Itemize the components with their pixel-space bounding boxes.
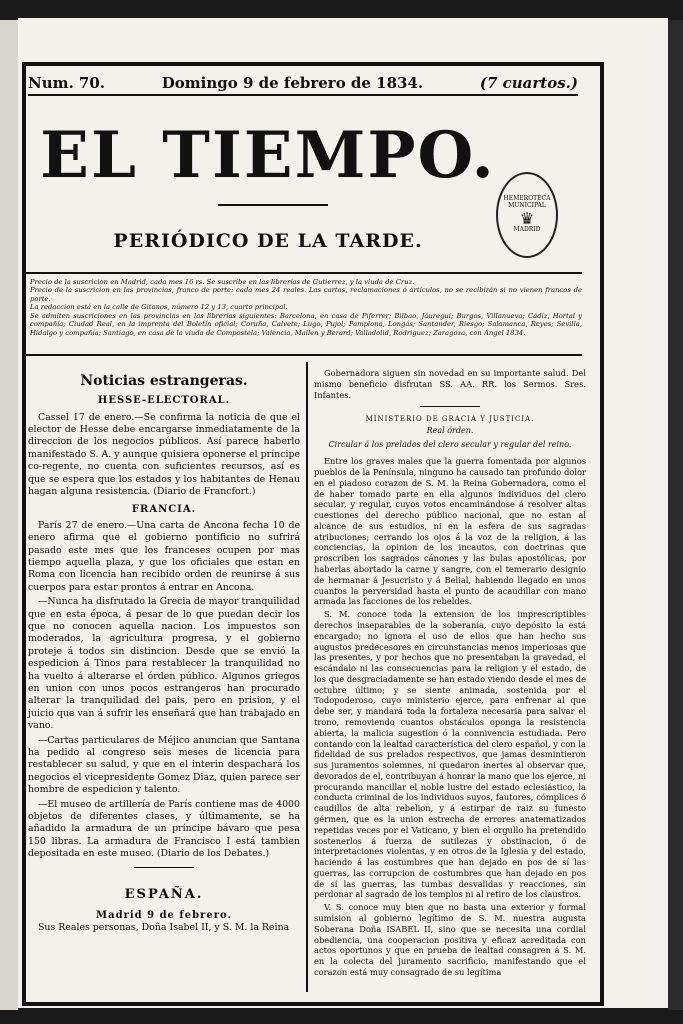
article-paragraph: Sus Reales personas, Doña Isabel II, y S. M. la Reina <box>38 922 290 933</box>
article-paragraph: Cassel 17 de enero.—Se confirma la noticia de que el elector de Hesse debe encargarse inmediatamente de la direccion de los negocios públicos. Así parece haberlo manifestado S. A. y aunque quisiera oponerse el príncipe co-regente, no cuenta con suficientes recursos, así es que se espera que los estados y los habitantes de Henau hagan alguna resistencia. (Diario de Francfort.) <box>28 411 300 498</box>
scan-edge-left <box>0 20 18 1010</box>
ministry-heading: MINISTERIO DE GRACIA Y JUSTICIA. <box>365 415 535 424</box>
column-divider <box>306 362 308 992</box>
hesse-heading: HESSE-ELECTORAL. <box>97 395 231 407</box>
rule-top-subscription <box>26 272 582 274</box>
crest-icon: ♛ <box>519 208 535 228</box>
scan-edge-right <box>668 20 683 1010</box>
real-orden: Real órden. <box>426 426 474 436</box>
subscription-line: Se admiten suscriciones en las provincias en las librerías siguientes: Barcelona, en casa de Piferrer; Bilbao, Jáuregui; Burgos, Villanueva; Cádiz, Hortal y compañía; Ciudad Real, en la imprenta del Boletín oficial; Coruña, Calvete; Lugo, Pujol; Pamplona, Longás; Santander, Riesgo; Salamanca, Reyes; Sevilla, Hidalgo y compañía; Santiago, en casa de la viuda de Compostela; Valencia, Mallen y Berard; Valladolid, Rodriguez; Zaragoza, con Ángel 1834. <box>30 311 582 337</box>
subscription-info <box>30 278 582 337</box>
subscription-line: La redaccion está en la calle de Gitanos, número 12 y 13, cuarto principal. <box>30 303 288 312</box>
masthead-bar <box>28 72 578 96</box>
francia-heading: FRANCIA. <box>131 503 197 515</box>
article-paragraph: —Nunca ha disfrutado la Grecia de mayor tranquilidad que en esta época, á pesar de lo que puedan decir los que no conocen aquella nacion. Los impuestos son moderados, la agricultura progresa, y el gobierno proteje á todos sin distincion. Desde que se envió la espedicion á Tinos para restablecer la tranquilidad no ha vuelto á alterarse el órden público. Algunos griegos en union con unos pocos estrangeros han procurado alterar la tranquilidad del pais, pero en prision, y el juicio que van á sufrir les enseñará que han trabajado en vano. <box>28 596 300 732</box>
separator-rule <box>420 406 480 407</box>
rule-bottom-subscription <box>26 354 582 356</box>
library-stamp-icon <box>496 172 558 258</box>
newspaper-title: EL TIEMPO. <box>40 118 496 193</box>
article-paragraph: S. M. conoce toda la extension de los imprescriptibles derechos inseparables de la soberanía, cuyo depósito la está encargado; no ignora el uso de ellos que han hecho sus augustos predecesores en circunstancias menos imperiosas que las presentes, y por hechos que no presentaban la gravedad, el escándalo ni las consecuencias para la religion y el estado, de los que desgraciadamente se han estado viendo desde el mes de octubre último; y se siente animada, sostenida por el Todopoderoso, cuyo ministerio ejerce, para enfrenar al que debe ser, y mandará toda la fortaleza necesaria para salvar el trono, removiendo cuantos obstáculos oponga la resistencia abierta, la malicia sugestion ó la connivencia estudiada. Pero contando con la lealtad característica del clero español, y con la fidelidad de sus prelados respectivos, que jamas desmintieron sus juramentos solemnes, ni quedaron inertes al observar que, devorados de el, contribuyan á honrar la mano que los ejerce, ni procurando mancillar el noble lustre del estado eclesiástico, la conducta criminal de los individuos suyos, fautores, cómplices ó caudillos de alta rebelion, y á estirpar de raiz su funesto gérmen, que es la union estrecha de errores anatematizados repetidas veces por el Vaticano, y bien el orgullo ha pretendido sostenerlos á fuerza de sutilezas y obstinacion, ó de interpretaciones violentas, y en otros de la Iglesia y del estado, haciendo á las costumbres que han dejado en pos de sí las guerras, las corrupcion de costumbres que han dejado en pos de sí las guerras, las tumbas desvalidas y reacciones, sin perdonar al sagrado de los templos ni al retiro de los claustros. <box>314 609 586 900</box>
article-paragraph: Entre los graves males que la guerra fomentada por algunos pueblos de la Península, ninguno ha causado tan profundo dolor en el piadoso corazon de S. M. la Reina Gobernadora, como el de haber tomado parte en ella algunos individuos del clero secular, y regular, cuyos votos encaminándose á resolver altas cuestiones del derecho público nacional, que no estan al alcance de sus estudios, ni en la esfera de sus sagradas atribuciones; cerrando los ojos á la voz de la religion, á las conciencias, la opinion de los incautos, con doctrinas que proscriben los sagrados cánones y las bulas apostólicas, por haberlas abortado la carne y sangre, con el temerario designio de hermanar á Jesucristo y á Belial, habiendo llegado en unos cuantos la perversidad hasta el punto de acaudillar con mano armada las facciones de los rebeldes. <box>314 456 586 607</box>
left-column <box>28 364 300 936</box>
espana-heading: ESPAÑA. <box>124 886 204 902</box>
issue-price: (7 cuartos.) <box>479 74 578 92</box>
article-paragraph: París 27 de enero.—Una carta de Ancona fecha 10 de enero afirma que el gobierno pontificio no sufrirá pasado este mes que los franceses ocupen por mas tiempo aquella plaza, y que los oficiales que estan en Roma con licencia han recibido orden de reunirse á sus cuerpos para estar prontos á entrar en Ancona. <box>28 519 300 593</box>
issue-date: Domingo 9 de febrero de 1834. <box>161 74 424 92</box>
subscription-line: Precio de la suscricion en las provincias, franco de porte: cada mes 24 reales. Las cartas, reclamaciones ó artículos, no se recibirán si no vienen francos de porte. <box>30 286 582 303</box>
article-paragraph: V. S. conoce muy bien que no basta una exterior y formal sumision al gobierno legítimo de S. M. nuestra augusta Soberana Doña ISABEL II, sino que se necesita una cordial obediencia, una cooperacion positiva y eficaz acreditada con actos oportunos y que en prueba de lealtad consagren á S. M. en la colecta del juramento sacrificio, manifestando que el corazon está muy consagrado de su legítima <box>314 902 586 977</box>
newspaper-page <box>18 18 668 1008</box>
subscription-line: Precio de la suscricion en Madrid, cada mes 16 rs. Se suscribe en las librerías de Gutierrez, y la viuda de Cruz. <box>30 278 415 286</box>
separator-rule <box>134 867 194 868</box>
title-rule <box>218 204 328 206</box>
article-paragraph: —El museo de artillería de París contiene mas de 4000 objetos de diferentes clases, y últimamente, se ha añadido la armadura de un príncipe bávaro que pesa 150 libras. La armadura de Francisco I está tambien depositada en este museo. (Diario de los Debates.) <box>28 798 300 860</box>
article-paragraph: —Cartas particulares de Méjico anuncian que Santana ha pedido al congreso seis meses de licencia para restablecer su salud, y que en el interin despachará los negocios el vicepresidente Gomez Diaz, quien parece ser hombre de espedicion y talento. <box>28 734 300 796</box>
dateline: Madrid 9 de febrero. <box>96 909 232 921</box>
circular-title: Circular á los prelados del clero secular y regular del reino. <box>328 439 572 449</box>
stamp-text-bottom: MADRID <box>513 226 541 234</box>
section-title: Noticias estrangeras. <box>80 373 248 389</box>
article-paragraph: Gobernadora siguen sin novedad en su importante salud. Del mismo beneficio disfrutan SS. AA. RR. los Sermos. Sres. Infantes. <box>314 368 586 400</box>
issue-number: Num. 70. <box>28 74 106 92</box>
right-column <box>314 368 586 980</box>
stamp-text-top: HEMEROTECA MUNICIPAL <box>503 195 551 209</box>
newspaper-subtitle: PERIÓDICO DE LA TARDE. <box>113 230 423 252</box>
